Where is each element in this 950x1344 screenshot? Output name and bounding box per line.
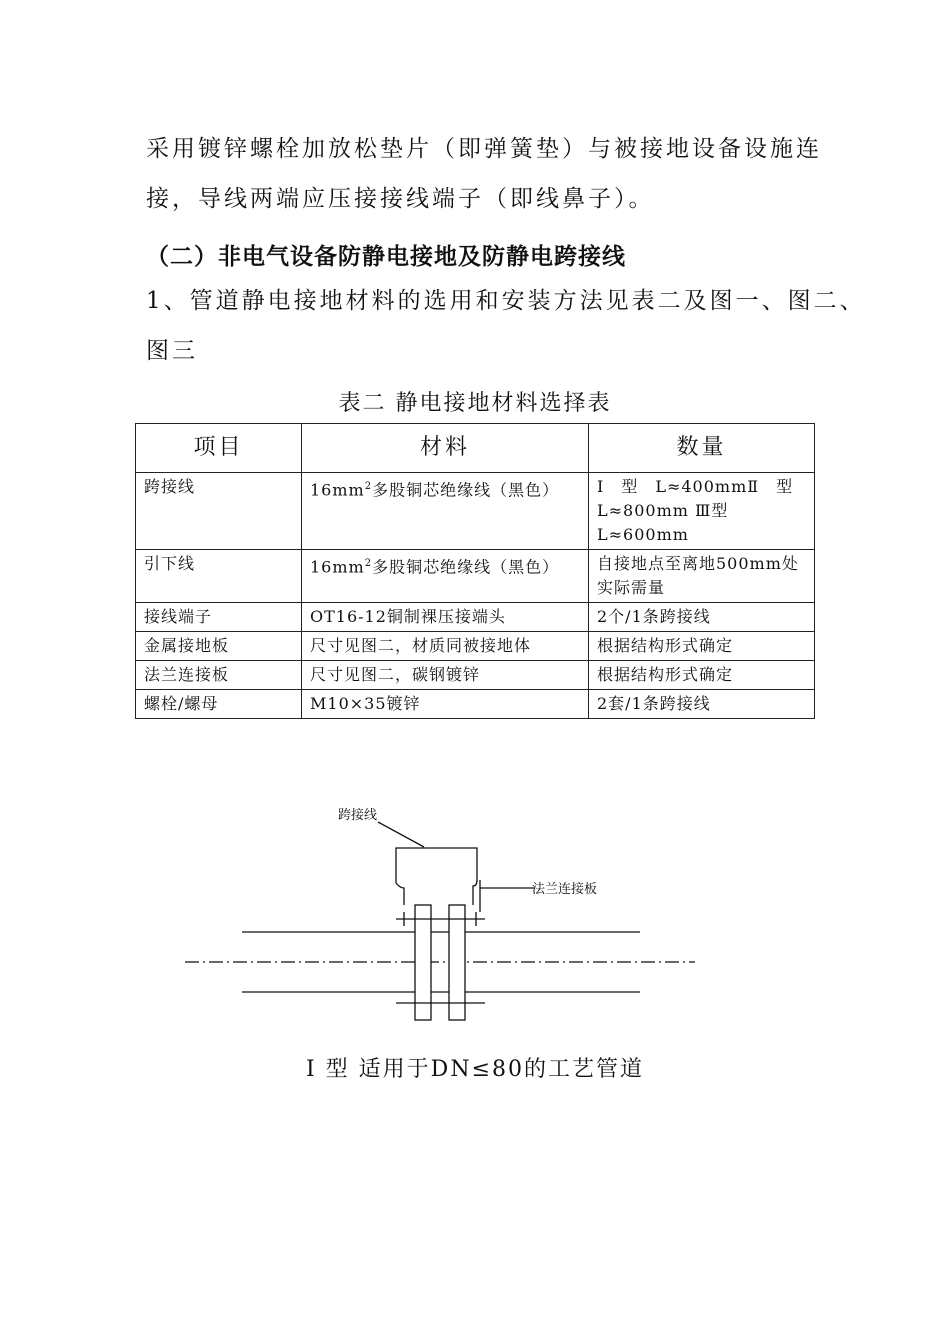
cell-quantity: 2套/1条跨接线 — [589, 690, 815, 719]
body-line-3: 1、管道静电接地材料的选用和安装方法见表二及图一、图二、 — [146, 288, 866, 314]
header-item: 项目 — [136, 424, 302, 473]
jumper-wire-left-end — [396, 883, 404, 905]
materials-table — [135, 423, 815, 719]
cell-item: 跨接线 — [136, 473, 302, 550]
cell-material: M10×35镀锌 — [302, 690, 589, 719]
cell-material: OT16-12铜制裸压接端头 — [302, 603, 589, 632]
table-row — [136, 603, 815, 632]
cell-item: 接线端子 — [136, 603, 302, 632]
material-text: 多股铜芯绝缘线（黑色） — [372, 557, 560, 577]
figure-caption: Ⅰ 型 适用于DN≤80的工艺管道 — [306, 1057, 644, 1082]
superscript: 2 — [364, 558, 373, 569]
cell-quantity: 根据结构形式确定 — [589, 632, 815, 661]
cell-item: 螺栓/螺母 — [136, 690, 302, 719]
cell-material: 尺寸见图二，材质同被接地体 — [302, 632, 589, 661]
table-row — [136, 632, 815, 661]
cell-quantity: 2个/1条跨接线 — [589, 603, 815, 632]
cell-quantity: 根据结构形式确定 — [589, 661, 815, 690]
leader-jumper — [378, 822, 424, 847]
table-row — [136, 473, 815, 550]
cell-material: 尺寸见图二，碳钢镀锌 — [302, 661, 589, 690]
table-row — [136, 550, 815, 603]
body-line-4: 图三 — [146, 338, 198, 364]
cell-material — [302, 550, 589, 603]
body-line-1: 采用镀锌螺栓加放松垫片（即弹簧垫）与被接地设备设施连 — [146, 136, 822, 162]
header-quantity: 数量 — [589, 424, 815, 473]
material-text: 多股铜芯绝缘线（黑色） — [372, 480, 560, 500]
section-heading: （二）非电气设备防静电接地及防静电跨接线 — [146, 244, 626, 270]
cell-quantity: Ⅰ 型 L≈400mmⅡ 型 L≈800mm Ⅲ型L≈600mm — [589, 473, 815, 550]
cell-item: 法兰连接板 — [136, 661, 302, 690]
jumper-wire — [396, 848, 477, 905]
flange-jumper-diagram — [180, 800, 720, 1030]
table-header-row — [136, 424, 815, 473]
body-line-2: 接，导线两端应压接接线端子（即线鼻子）。 — [146, 186, 655, 212]
table-caption: 表二 静电接地材料选择表 — [338, 391, 612, 416]
header-material: 材料 — [302, 424, 589, 473]
label-flange-plate: 法兰连接板 — [532, 882, 598, 897]
cell-item: 金属接地板 — [136, 632, 302, 661]
cell-item: 引下线 — [136, 550, 302, 603]
cell-material — [302, 473, 589, 550]
label-jumper: 跨接线 — [338, 808, 378, 823]
table-row — [136, 661, 815, 690]
cell-quantity: 自接地点至离地500mm处实际需量 — [589, 550, 815, 603]
material-text: 16mm — [310, 480, 365, 500]
table-row — [136, 690, 815, 719]
material-text: 16mm — [310, 557, 365, 577]
superscript: 2 — [364, 481, 373, 492]
